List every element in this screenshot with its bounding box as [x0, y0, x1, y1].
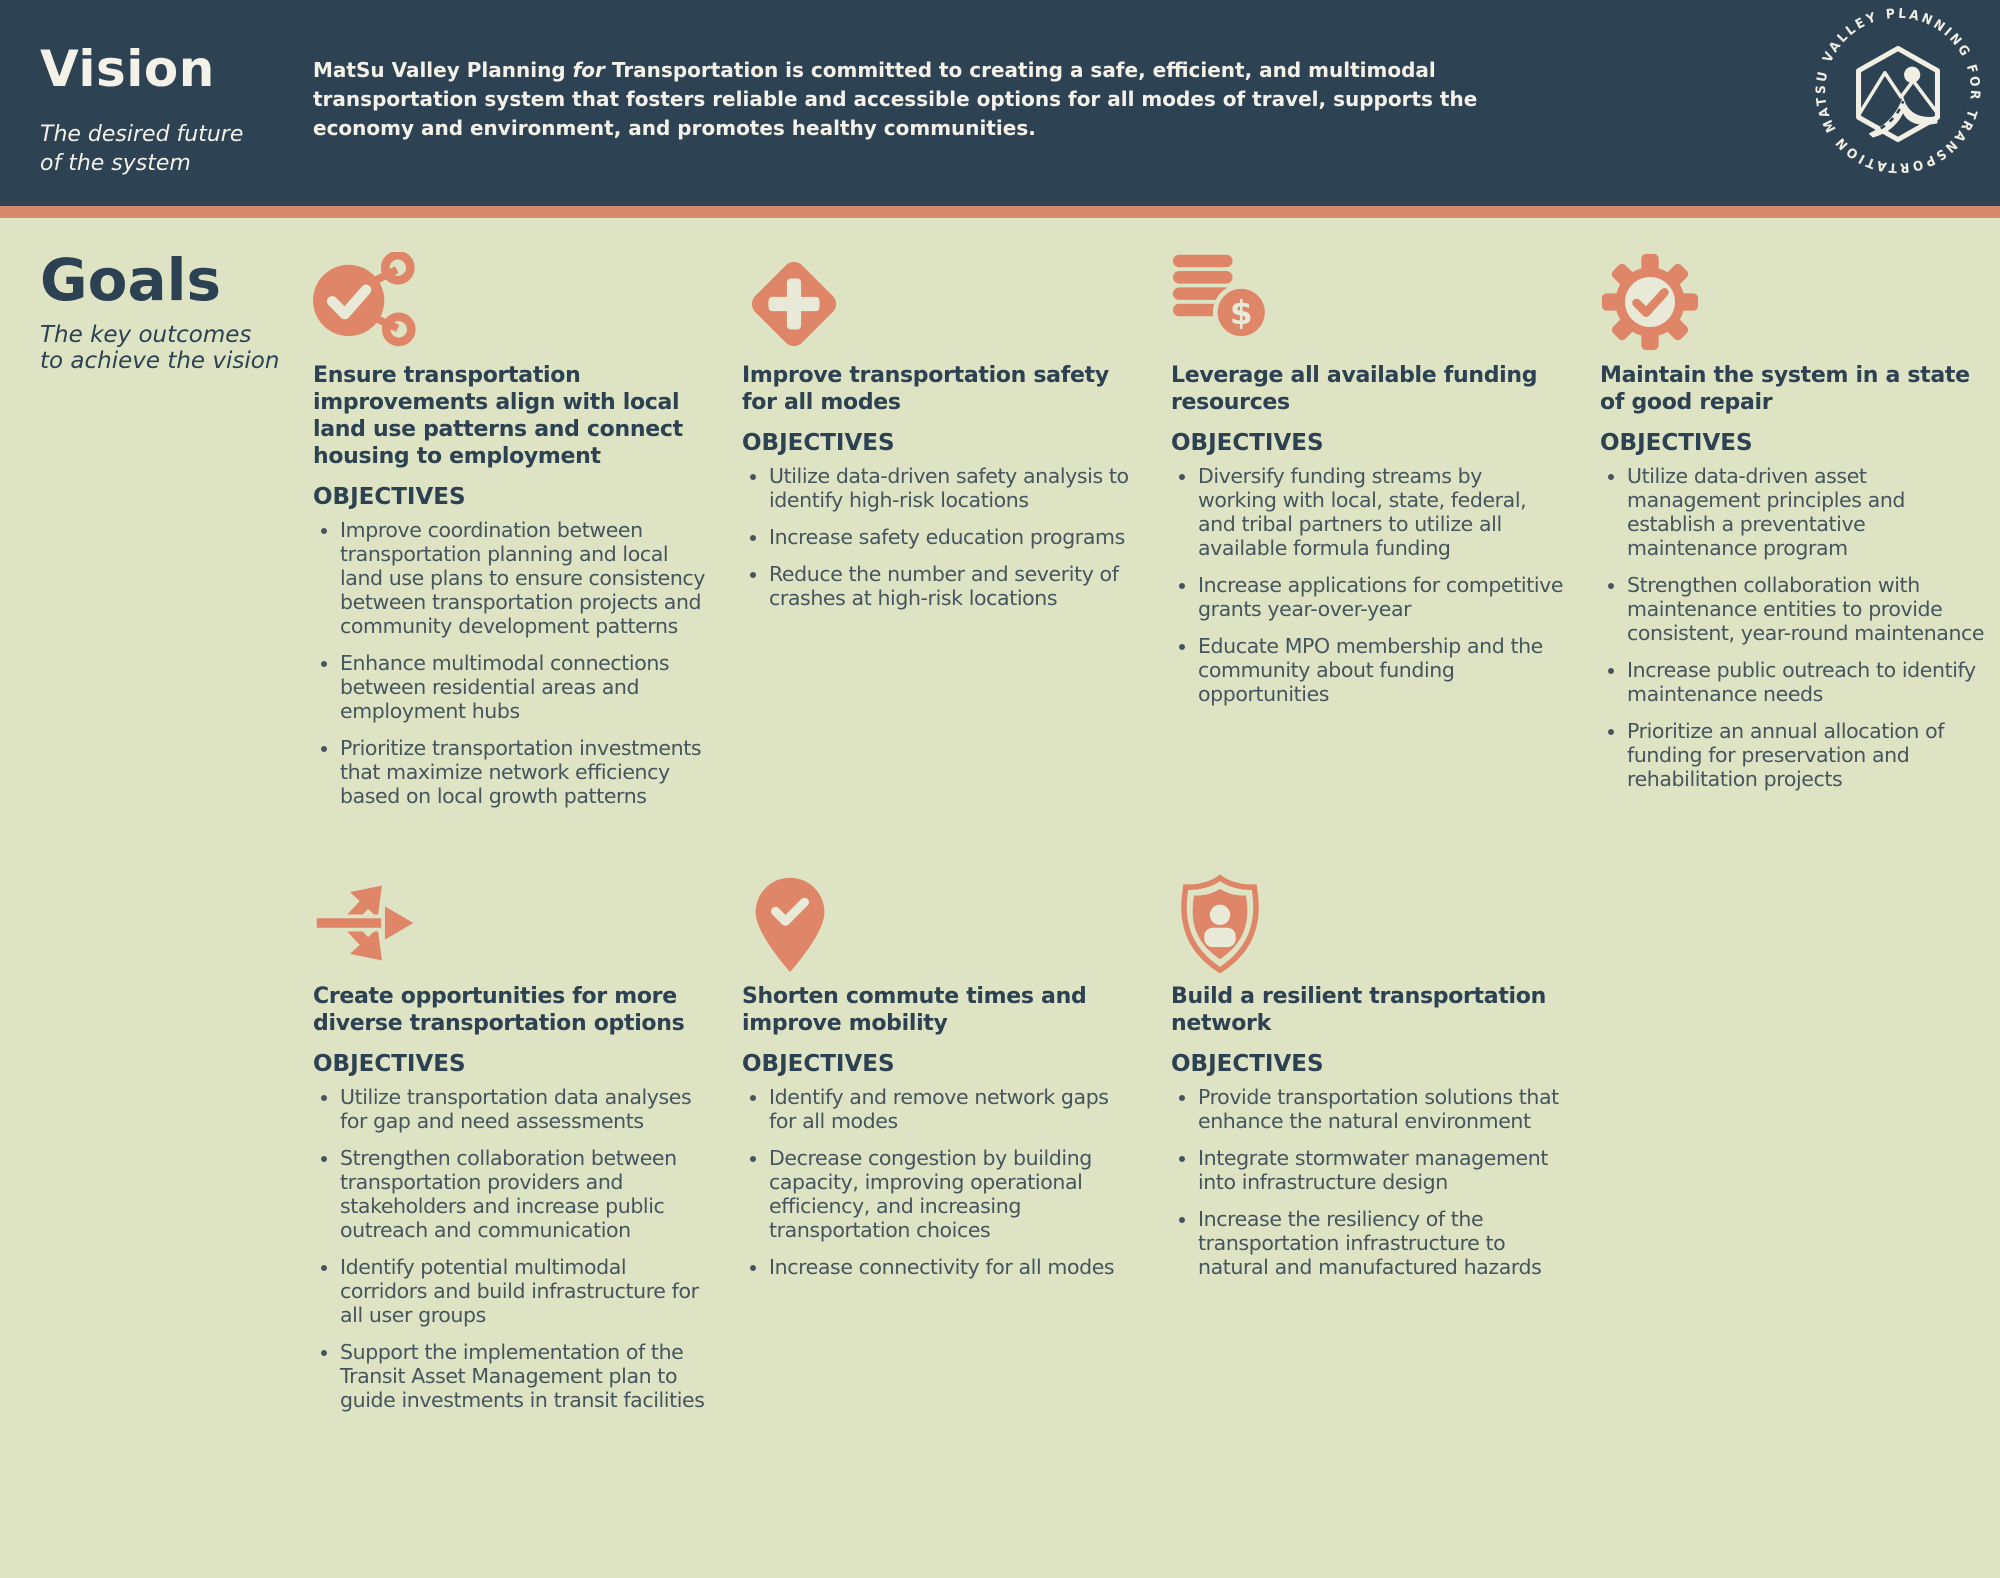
objective-item: • Strengthen collaboration with maintenance entities to provide consistent, year-round maintenance: [1627, 573, 1993, 645]
objectives-label: OBJECTIVES: [1171, 1051, 1324, 1077]
goal-title: Ensure transportation improvements align with local land use patterns and connect housing to employment: [313, 363, 683, 469]
objective-item: • Utilize data-driven safety analysis to identify high-risk locations: [769, 464, 1135, 512]
objective-item: • Educate MPO membership and the community about funding opportunities: [1198, 634, 1564, 706]
objective-item: • Decrease congestion by building capacity, improving operational efficiency, and increasing transportation choices: [769, 1146, 1135, 1242]
objective-item: • Identify and remove network gaps for all modes: [769, 1085, 1135, 1133]
goals-subtitle: [40, 322, 279, 374]
objectives-list: [742, 1085, 1135, 1279]
coins-icon: [1171, 240, 1564, 362]
objectives-list: [1171, 1085, 1564, 1279]
objectives-list: [742, 464, 1135, 610]
goals-section-title: Goals: [40, 246, 221, 314]
objective-item: • Utilize data-driven asset management principles and establish a preventative maintenance program: [1627, 464, 1993, 560]
objectives-label: OBJECTIVES: [742, 1051, 895, 1077]
matsu-valley-logo-icon: [1812, 8, 1984, 180]
objective-item: • Prioritize transportation investments that maximize network efficiency based on local growth patterns: [340, 736, 706, 808]
objectives-list: [313, 1085, 706, 1412]
objectives-label: OBJECTIVES: [313, 484, 466, 510]
location-pin-check-icon: [742, 861, 1135, 983]
goal-card-funding: [1171, 240, 1564, 821]
objective-item: • Strengthen collaboration between transportation providers and stakeholders and increase public outreach and communication: [340, 1146, 706, 1242]
vision-subtitle-line1: The desired future: [40, 122, 244, 147]
network-check-icon: [313, 240, 706, 362]
objective-item: • Increase connectivity for all modes: [769, 1255, 1135, 1279]
goal-card-safety: [742, 240, 1135, 821]
objective-item: • Increase applications for competitive grants year-over-year: [1198, 573, 1564, 621]
medical-cross-icon: [742, 240, 1135, 362]
goal-card-mobility: [742, 861, 1135, 1425]
vision-statement-italic: for: [572, 58, 605, 82]
shield-person-icon: [1171, 861, 1564, 983]
goal-title: Improve transportation safety for all modes: [742, 363, 1109, 415]
objective-item: • Diversify funding streams by working with local, state, federal, and tribal partners to utilize all available formula funding: [1198, 464, 1564, 560]
goals-grid: [313, 240, 1993, 1425]
objectives-list: [1171, 464, 1564, 706]
accent-divider: [0, 206, 2000, 218]
vision-statement: [313, 56, 1493, 143]
goal-card-land-use: [313, 240, 706, 821]
objective-item: • Prioritize an annual allocation of funding for preservation and rehabilitation projects: [1627, 719, 1993, 791]
vision-header: [0, 0, 2000, 206]
objective-item: • Support the implementation of the Transit Asset Management plan to guide investments in transit facilities: [340, 1340, 706, 1412]
goal-title: Build a resilient transportation network: [1171, 984, 1546, 1036]
goal-title: Maintain the system in a state of good repair: [1600, 363, 1970, 415]
goals-subtitle-line2: to achieve the vision: [40, 348, 280, 374]
goal-title: Create opportunities for more diverse transportation options: [313, 984, 685, 1036]
objective-item: • Reduce the number and severity of crashes at high-risk locations: [769, 562, 1135, 610]
goals-subtitle-line1: The key outcomes: [40, 322, 252, 348]
goal-title: Shorten commute times and improve mobility: [742, 984, 1087, 1036]
objectives-label: OBJECTIVES: [1600, 430, 1753, 456]
objectives-label: OBJECTIVES: [1171, 430, 1324, 456]
goal-card-good-repair: [1600, 240, 1993, 821]
objective-item: • Enhance multimodal connections between residential areas and employment hubs: [340, 651, 706, 723]
vision-statement-lead: MatSu Valley Planning: [313, 58, 566, 82]
objective-item: • Identify potential multimodal corridors and build infrastructure for all user groups: [340, 1255, 706, 1327]
gear-check-icon: [1600, 240, 1993, 362]
vision-subtitle-line2: of the system: [40, 151, 191, 176]
objective-item: • Increase the resiliency of the transportation infrastructure to natural and manufactured hazards: [1198, 1207, 1564, 1279]
objective-item: • Improve coordination between transportation planning and local land use plans to ensure consistency between transportation projects and community development patterns: [340, 518, 706, 638]
objective-item: • Increase safety education programs: [769, 525, 1135, 549]
objectives-list: [1600, 464, 1993, 791]
vision-section-title: Vision: [40, 40, 215, 98]
goal-card-resilient-network: [1171, 861, 1564, 1425]
goal-card-diverse-options: [313, 861, 706, 1425]
objectives-list: [313, 518, 706, 808]
objective-item: • Utilize transportation data analyses for gap and need assessments: [340, 1085, 706, 1133]
svg-text:$: $: [1229, 293, 1253, 332]
logo-ring-text: MATSU VALLEY PLANNING FOR TRANSPORTATION: [1813, 8, 1983, 175]
vision-statement-rest: Transportation is committed to creating a safe, efficient, and multimodal transportation system that fosters reliable and accessible options for all modes of travel, supports the economy and environment, and promotes healthy communities.: [313, 58, 1478, 140]
branching-arrows-icon: [313, 861, 706, 983]
objective-item: • Integrate stormwater management into infrastructure design: [1198, 1146, 1564, 1194]
vision-subtitle: [40, 120, 243, 178]
objectives-label: OBJECTIVES: [742, 430, 895, 456]
objective-item: • Increase public outreach to identify maintenance needs: [1627, 658, 1993, 706]
goal-title: Leverage all available funding resources: [1171, 363, 1538, 415]
objective-item: • Provide transportation solutions that enhance the natural environment: [1198, 1085, 1564, 1133]
objectives-label: OBJECTIVES: [313, 1051, 466, 1077]
